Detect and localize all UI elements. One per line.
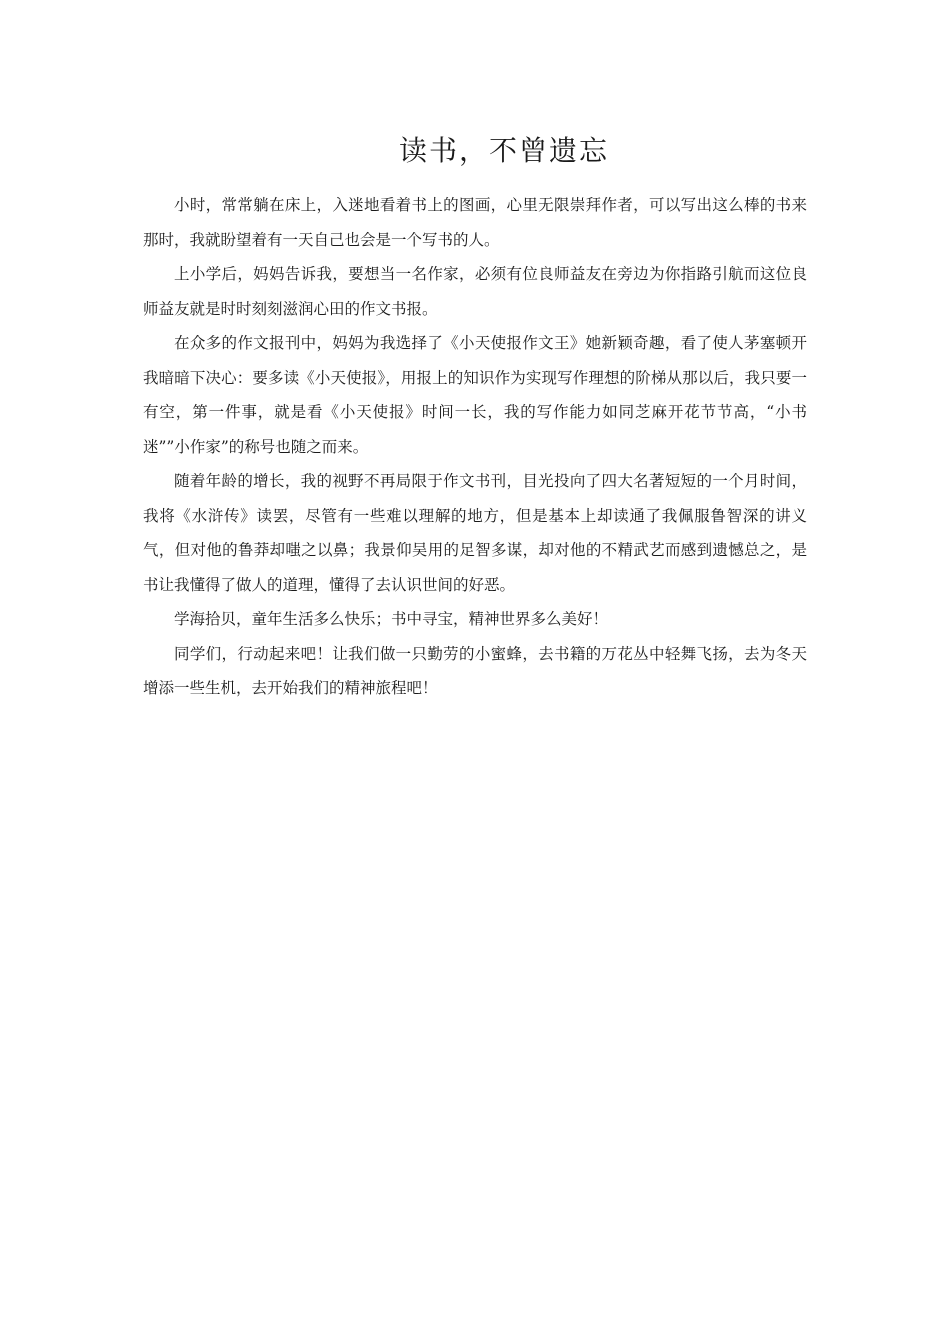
document-body (143, 188, 807, 706)
paragraph: 学海拾贝，童年生活多么快乐；书中寻宝，精神世界多么美好！ (174, 610, 609, 628)
paragraph: 随着年龄的增长，我的视野不再局限于作文书刊，目光投向了四大名著短短的一个月时间，我将《水浒传》读罢，尽管有一些难以理解的地方，但是基本上却读通了我佩服鲁智深的讲义气，但对他的鲁莽却嗤之以鼻；我景仰吴用的足智多谋，却对他的不精武艺而感到遗憾总之，是书让我懂得了做人的道理，懂得了去认识世间的好恶。 (143, 472, 807, 594)
paragraph: 小时，常常躺在床上，入迷地看着书上的图画，心里无限崇拜作者，可以写出这么棒的书来那时，我就盼望着有一天自己也会是一个写书的人。 (143, 196, 807, 249)
paragraph: 在众多的作文报刊中，妈妈为我选择了《小天使报作文王》她新颖奇趣，看了使人茅塞顿开我暗暗下决心：要多读《小天使报》，用报上的知识作为实现写作理想的阶梯从那以后，我只要一有空，第一件事，就是看《小天使报》时间一长，我的写作能力如同芝麻开花节节高，“小书迷””小作家”的称号也随之而来。 (143, 334, 807, 456)
document-title: 读书，不曾遗忘 (398, 134, 609, 167)
paragraph: 上小学后，妈妈告诉我，要想当一名作家，必须有位良师益友在旁边为你指路引航而这位良师益友就是时时刻刻滋润心田的作文书报。 (143, 265, 807, 318)
paragraph: 同学们，行动起来吧！让我们做一只勤劳的小蜜蜂，去书籍的万花丛中轻舞飞扬，去为冬天增添一些生机，去开始我们的精神旅程吧！ (143, 644, 807, 697)
